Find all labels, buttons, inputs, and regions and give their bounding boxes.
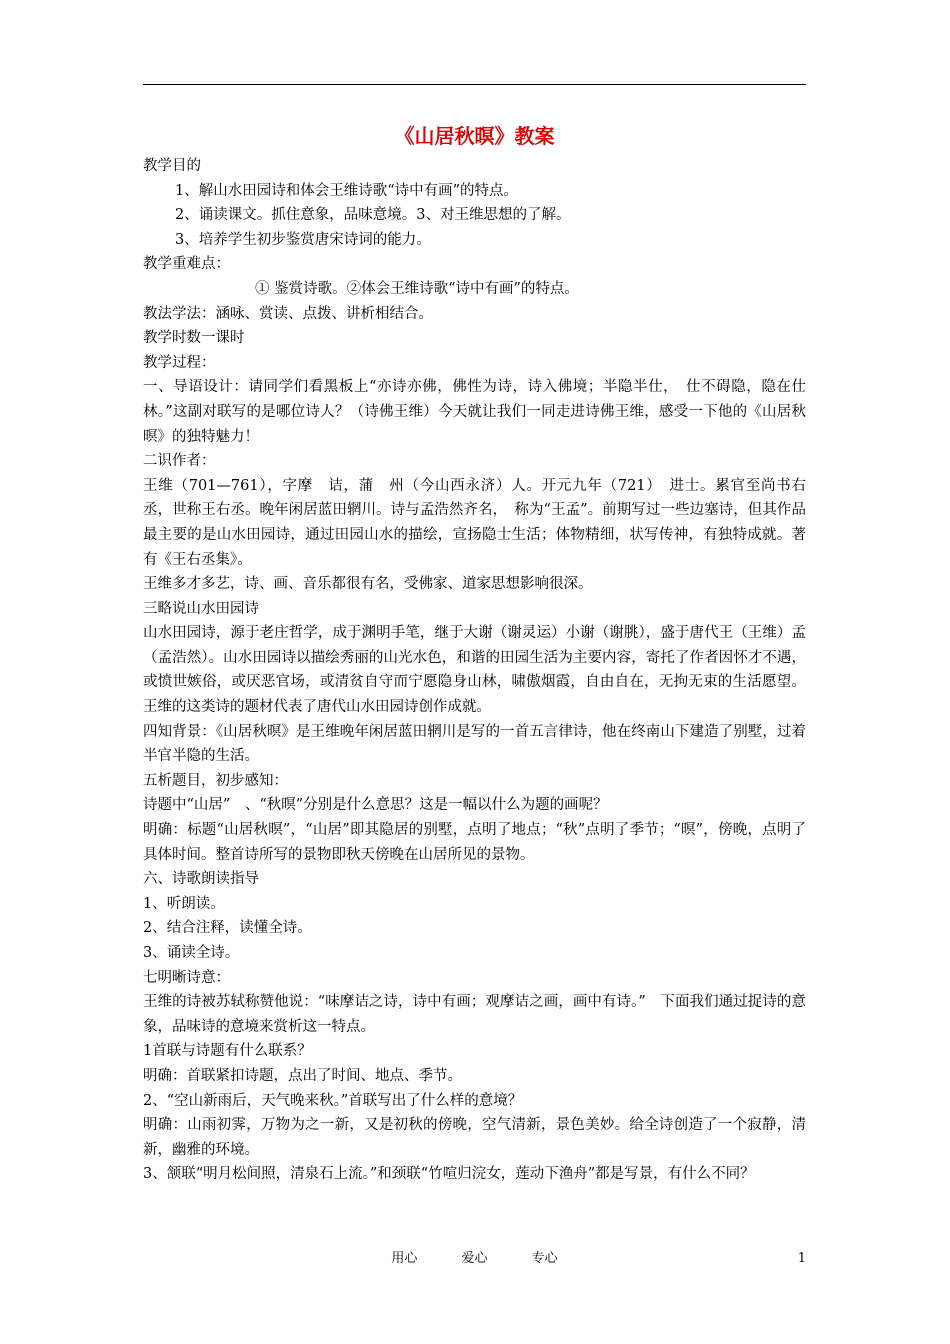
paragraph: 教学过程： [143, 354, 216, 371]
paragraph: 诗题中“山居” 、“秋暝”分别是什么意思？这是一幅以什么为题的画呢？ [143, 797, 608, 814]
paragraph: 二识作者： [143, 453, 216, 470]
paragraph: 3、诵读全诗。 [143, 945, 240, 961]
paragraph: 教学时数一课时 [143, 330, 245, 347]
paragraph: 四知背景：《山居秋暝》是王维晚年闲居蓝田辋川是写的一首五言律诗，他在终南山下建造了别墅，过着半官半隐的生活。 [143, 723, 806, 765]
paragraph: 一、导语设计：请同学们看黑板上“亦诗亦佛，佛性为诗，诗入佛境；半隐半仕， 仕不碍隐，隐在仕林。”这副对联写的是哪位诗人？（诗佛王维）今天就让我们一同走进诗佛王维，感受一下他的《山居秋暝》的独特魅力！ [143, 379, 806, 445]
footer-word: 用心 [391, 1251, 418, 1266]
paragraph-list [143, 154, 806, 1187]
paragraph: 三略说山水田园诗 [143, 600, 259, 617]
paragraph: 1、解山水田园诗和体会王维诗歌“诗中有画”的特点。 [175, 182, 519, 199]
paragraph: 山水田园诗，源于老庄哲学，成于渊明手笔，继于大谢（谢灵运）小谢（谢朓），盛于唐代王（王维）孟（孟浩然）。山水田园诗以描绘秀丽的山光水色，和谐的田园生活为主要内容，寄托了作者因怀才不遇，或愤世嫉俗，或厌恶官场，或清贫自守而宁愿隐身山林，啸傲烟霞，自由自在，无拘无束的生活愿望。王维的这类诗的题材代表了唐代山水田园诗创作成就。 [143, 625, 806, 716]
page-footer [143, 1249, 806, 1269]
document-title: 《山居秋暝》教案 [394, 124, 555, 148]
paragraph: 明确：标题“山居秋暝”，“山居”即其隐居的别墅，点明了地点；“秋”点明了季节；“暝”，傍晚，点明了具体时间。整首诗所写的景物即秋天傍晚在山居所见的景物。 [143, 822, 806, 863]
paragraph: 2、诵读课文。抓住意象，品味意境。3、对王维思想的了解。 [175, 207, 571, 224]
page-number: 1 [797, 1251, 806, 1266]
footer-word: 专心 [531, 1251, 558, 1266]
paragraph: 2、结合注释，读懂全诗。 [143, 920, 312, 937]
footer-motto [143, 1249, 806, 1269]
paragraph: 明确：首联紧扣诗题，点出了时间、地点、季节。 [143, 1067, 462, 1084]
paragraph: 王维的诗被苏轼称赞他说：“味摩诘之诗，诗中有画；观摩诘之画，画中有诗。” 下面我们通过捉诗的意象，品味诗的意境来赏析这一特点。 [143, 994, 806, 1035]
paragraph: 教法学法：涵咏、赏读、点拨、讲析相结合。 [143, 305, 433, 322]
paragraph: 六、诗歌朗读指导 [143, 871, 259, 888]
paragraph: 1、听朗读。 [143, 895, 225, 912]
paragraph: 3、颔联“明月松间照，清泉石上流。”和颈联“竹喧归浣女，莲动下渔舟”都是写景，有什么不同？ [143, 1166, 755, 1183]
paragraph: 王维（701—761），字摩 诘，蒲 州（今山西永济）人。开元九年（721） 进士。累官至尚书右丞，世称王右丞。晚年闲居蓝田辋川。诗与孟浩然齐名， 称为“王孟”。前期写过一些边塞诗，但其作品最主要的是山水田园诗，通过田园山水的描绘，宣扬隐士生活；体物精细，状写传神，有独特成就。著有《王右丞集》。 [143, 477, 806, 568]
paragraph: 五析题目，初步感知： [143, 772, 288, 789]
paragraph: 明确：山雨初霁，万物为之一新，又是初秋的傍晚，空气清新，景色美妙。给全诗创造了一个寂静，清新，幽雅的环境。 [143, 1117, 806, 1158]
document-body [143, 118, 806, 1187]
paragraph: 3、培养学生初步鉴赏唐宋诗词的能力。 [175, 231, 431, 248]
paragraph: 教学目的 [143, 158, 201, 174]
paragraph: 2、“空山新雨后，天气晚来秋。”首联写出了什么样的意境？ [143, 1092, 523, 1109]
footer-word: 爱心 [461, 1251, 488, 1266]
paragraph: 教学重难点： [143, 256, 230, 273]
paragraph: 王维多才多艺，诗、画、音乐都很有名，受佛家、道家思想影响很深。 [143, 576, 593, 593]
paragraph: 七明晰诗意： [143, 969, 230, 986]
header-rule [143, 84, 806, 85]
paragraph: 1首联与诗题有什么联系？ [143, 1043, 312, 1060]
paragraph: ① 鉴赏诗歌。②体会王维诗歌“诗中有画”的特点。 [255, 280, 579, 297]
